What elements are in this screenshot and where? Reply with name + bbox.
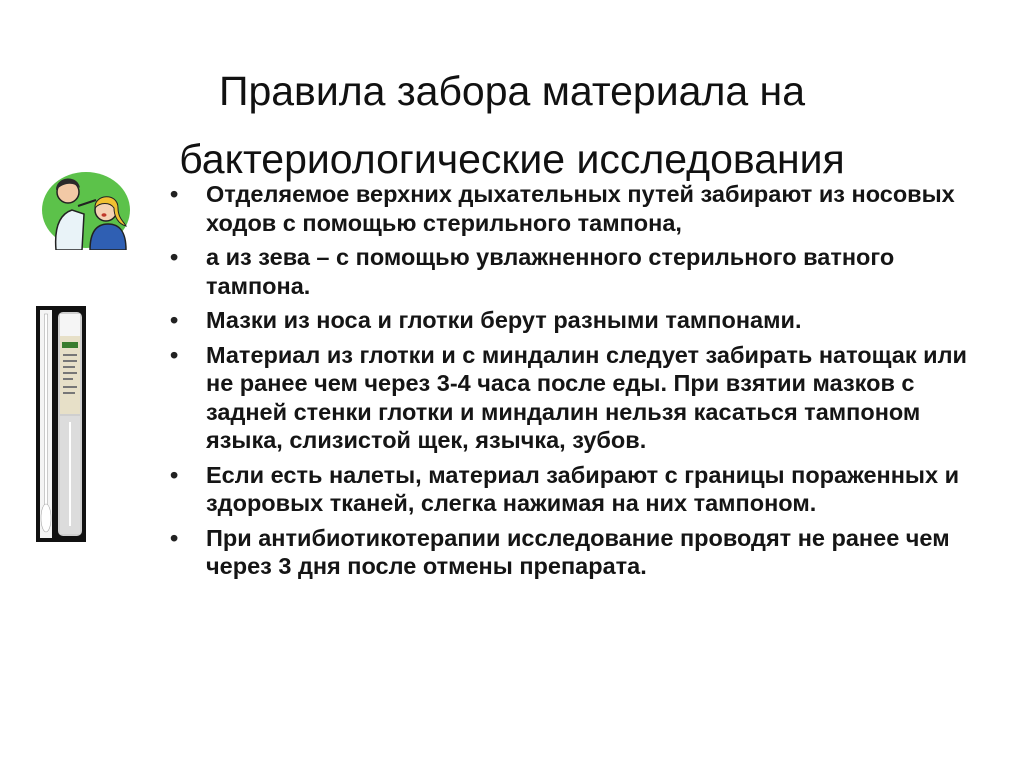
list-item-text: Мазки из носа и глотки берут разными тампонами. bbox=[206, 307, 802, 333]
list-item-text: Если есть налеты, материал забирают с границы пораженных и здоровых тканей, слегка нажимая на них тампоном. bbox=[206, 461, 960, 516]
list-item bbox=[170, 243, 1000, 300]
list-item-text: а из зева – с помощью увлажненного стерильного ватного тампона. bbox=[206, 244, 895, 299]
list-item bbox=[170, 341, 1000, 455]
list-item bbox=[170, 524, 1000, 581]
list-item-text: Отделяемое верхних дыхательных путей забирают из носовых ходов с помощью стерильного тампона, bbox=[206, 181, 955, 236]
bullet-marker: • bbox=[170, 244, 179, 270]
bullet-list bbox=[170, 180, 1000, 587]
bullet-marker: • bbox=[170, 307, 179, 333]
bullet-marker: • bbox=[170, 341, 179, 368]
title-line-1: Правила забора материала на bbox=[218, 68, 806, 115]
list-item-text: Материал из глотки и с миндалин следует забирать натощак или не ранее чем через 3-4 часа после еды. При взятии мазков с задней стенки глотки и миндалин нельзя касаться тампоном языка, слизистой щек, язычка, зубов. bbox=[206, 341, 967, 453]
bullet-marker: • bbox=[170, 461, 179, 488]
slide-title bbox=[60, 57, 964, 193]
list-item bbox=[170, 180, 1000, 237]
swab-tube-icon bbox=[36, 306, 86, 542]
list-item bbox=[170, 461, 1000, 518]
title-line-2: бактериологические исследования bbox=[179, 136, 845, 183]
list-item bbox=[170, 306, 1000, 335]
list-item-text: При антибиотикотерапии исследование проводят не ранее чем через 3 дня после отмены препарата. bbox=[206, 524, 950, 579]
doctor-examining-child-icon bbox=[38, 166, 130, 250]
bullet-marker: • bbox=[170, 524, 179, 551]
bullet-marker: • bbox=[170, 181, 179, 207]
